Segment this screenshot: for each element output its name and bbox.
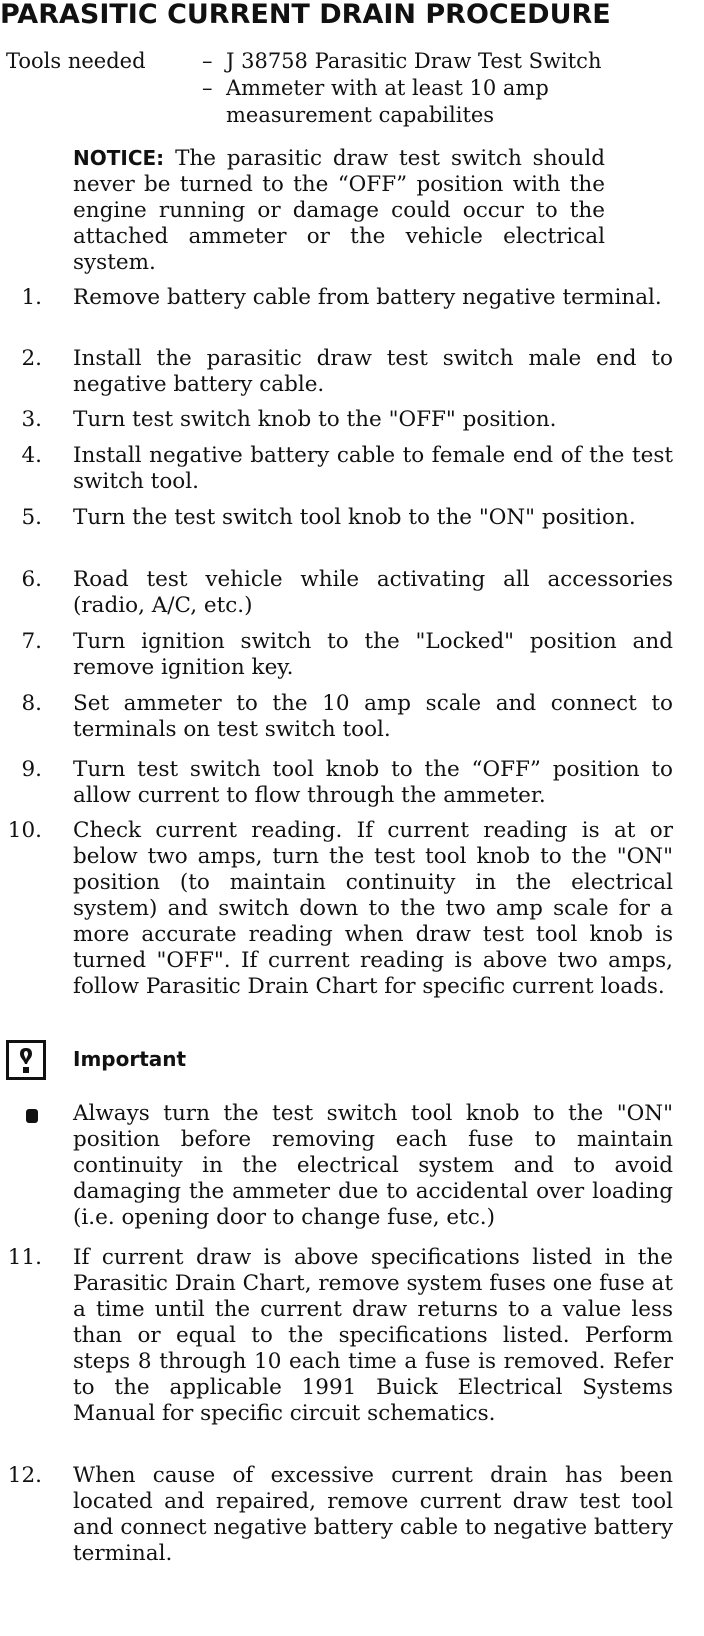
important-icon: [6, 1040, 46, 1080]
tool-item: [202, 48, 601, 75]
step-text: Turn test switch knob to the "OFF" position.: [73, 407, 557, 432]
step-number: 7.: [21, 629, 42, 654]
notice-text: The parasitic draw test switch should never be turned to the “OFF” position with the engine running or damage could occur to the attached ammeter or the vehicle electrical system.: [73, 146, 605, 275]
bullet-icon: [26, 1109, 38, 1123]
step-number: 4.: [21, 443, 42, 468]
step-text: Remove battery cable from battery negative terminal.: [73, 285, 662, 310]
step-number: 3.: [21, 407, 42, 432]
step-text: When cause of excessive current drain has been located and repaired, remove current draw test tool and connect negative battery cable to negative battery terminal.: [73, 1463, 673, 1566]
step-number: 1.: [21, 285, 42, 310]
notice-block: [73, 145, 605, 276]
step-text: Turn the test switch tool knob to the "ON" position.: [73, 505, 636, 530]
tool-text: Ammeter with at least 10 amp: [226, 76, 549, 100]
notice-heading: NOTICE:: [73, 146, 165, 170]
step-text: Set ammeter to the 10 amp scale and connect to terminals on test switch tool.: [73, 691, 673, 742]
step-number: 2.: [21, 346, 42, 371]
important-label: Important: [73, 1047, 187, 1071]
step-text: If current draw is above specifications listed in the Parasitic Drain Chart, remove system fuses one fuse at a time until the current draw returns to a value less than or equal to the specifications listed. Perform steps 8 through 10 each time a fuse is removed. Refer to the applicable 1991 Buick Electrical Systems Manual for specific circuit schematics.: [73, 1245, 673, 1426]
step-text: Turn ignition switch to the "Locked" position and remove ignition key.: [73, 629, 673, 680]
important-icon-glyph: [16, 1045, 36, 1075]
bullet-text: Always turn the test switch tool knob to the "ON" position before removing each fuse to maintain continuity in the electrical system and to avoid damaging the ammeter due to accidental over loading (i.e. opening door to change fuse, etc.): [73, 1101, 673, 1230]
step-number: 10.: [7, 818, 42, 843]
tool-text-continued: measurement capabilites: [226, 103, 495, 127]
step-number: 11.: [7, 1245, 42, 1270]
step-text: Road test vehicle while activating all accessories (radio, A/C, etc.): [73, 567, 673, 618]
step-number: 5.: [21, 505, 42, 530]
step-number: 9.: [21, 757, 42, 782]
step-text: Install negative battery cable to female end of the test switch tool.: [73, 443, 673, 494]
step-text: Turn test switch tool knob to the “OFF” position to allow current to flow through the ammeter.: [73, 757, 673, 808]
tools-label: Tools needed: [6, 49, 146, 73]
tool-dash: –: [202, 76, 213, 100]
step-text: Check current reading. If current reading is at or below two amps, turn the test tool knob to the "ON" position (to maintain continuity in the electrical system) and switch down to the two amp scale for a more accurate reading when draw test tool knob is turned "OFF". If current reading is above two amps, follow Parasitic Drain Chart for specific current loads.: [73, 818, 673, 999]
tool-item: [202, 75, 549, 102]
tool-text: J 38758 Parasitic Draw Test Switch: [226, 49, 602, 73]
tool-dash: –: [202, 49, 213, 73]
step-number: 6.: [21, 567, 42, 592]
step-number: 12.: [7, 1463, 42, 1488]
step-number: 8.: [21, 691, 42, 716]
page-title: PARASITIC CURRENT DRAIN PROCEDURE: [0, 0, 611, 30]
step-text: Install the parasitic draw test switch male end to negative battery cable.: [73, 346, 673, 397]
